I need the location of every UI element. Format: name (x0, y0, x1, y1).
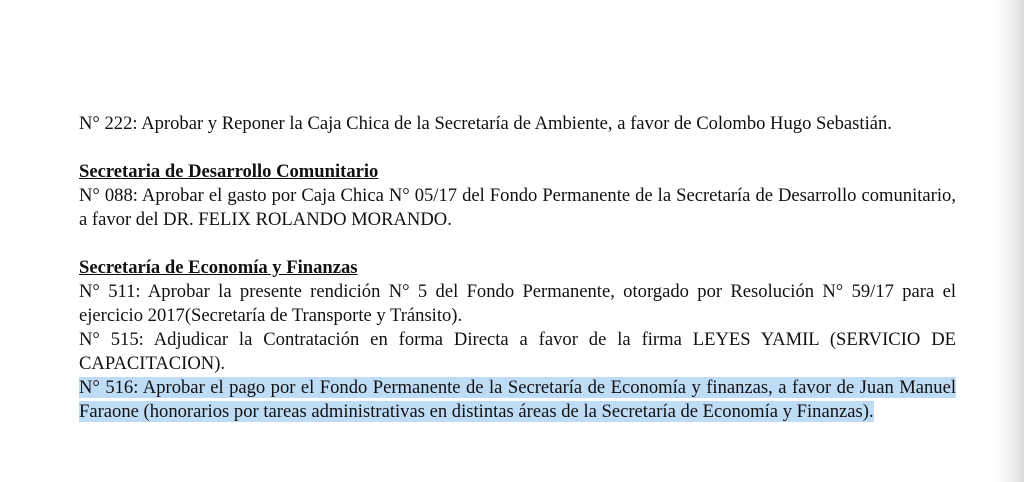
spacer (79, 232, 956, 256)
entry-088 (79, 184, 956, 232)
entry-515 (79, 328, 956, 376)
entry-222 (79, 112, 956, 136)
section-heading-desarrollo: Secretaria de Desarrollo Comunitario (79, 161, 379, 182)
entry-text: N° 515: Adjudicar la Contratación en forma Directa a favor de la firma LEYES YAMIL (SERVICIO DE CAPACITACION). (79, 329, 956, 374)
entry-text: N° 511: Aprobar la presente rendición N° 5 del Fondo Permanente, otorgado por Resolución N° 59/17 para el ejercicio 2017(Secretaría de Transporte y Tránsito). (79, 281, 956, 326)
selected-text[interactable]: N° 516: Aprobar el pago por el Fondo Permanente de la Secretaría de Economía y finanzas, a favor de Juan Manuel Faraone (honorarios por tareas administrativas en distintas áreas de la Secretaría de Economía y Finanzas). (79, 377, 956, 422)
entry-text: N° 222: Aprobar y Reponer la Caja Chica de la Secretaría de Ambiente, a favor de Colombo Hugo Sebastián. (79, 113, 892, 134)
entry-516-highlighted[interactable] (79, 376, 956, 424)
section-heading-economia: Secretaría de Economía y Finanzas (79, 257, 358, 278)
page-edge-shadow (994, 0, 1024, 482)
entry-511 (79, 280, 956, 328)
spacer (79, 136, 956, 160)
document-body (79, 112, 956, 424)
entry-text: N° 088: Aprobar el gasto por Caja Chica N° 05/17 del Fondo Permanente de la Secretaría de Desarrollo comunitario, a favor del DR. FELIX ROLANDO MORANDO. (79, 185, 956, 230)
